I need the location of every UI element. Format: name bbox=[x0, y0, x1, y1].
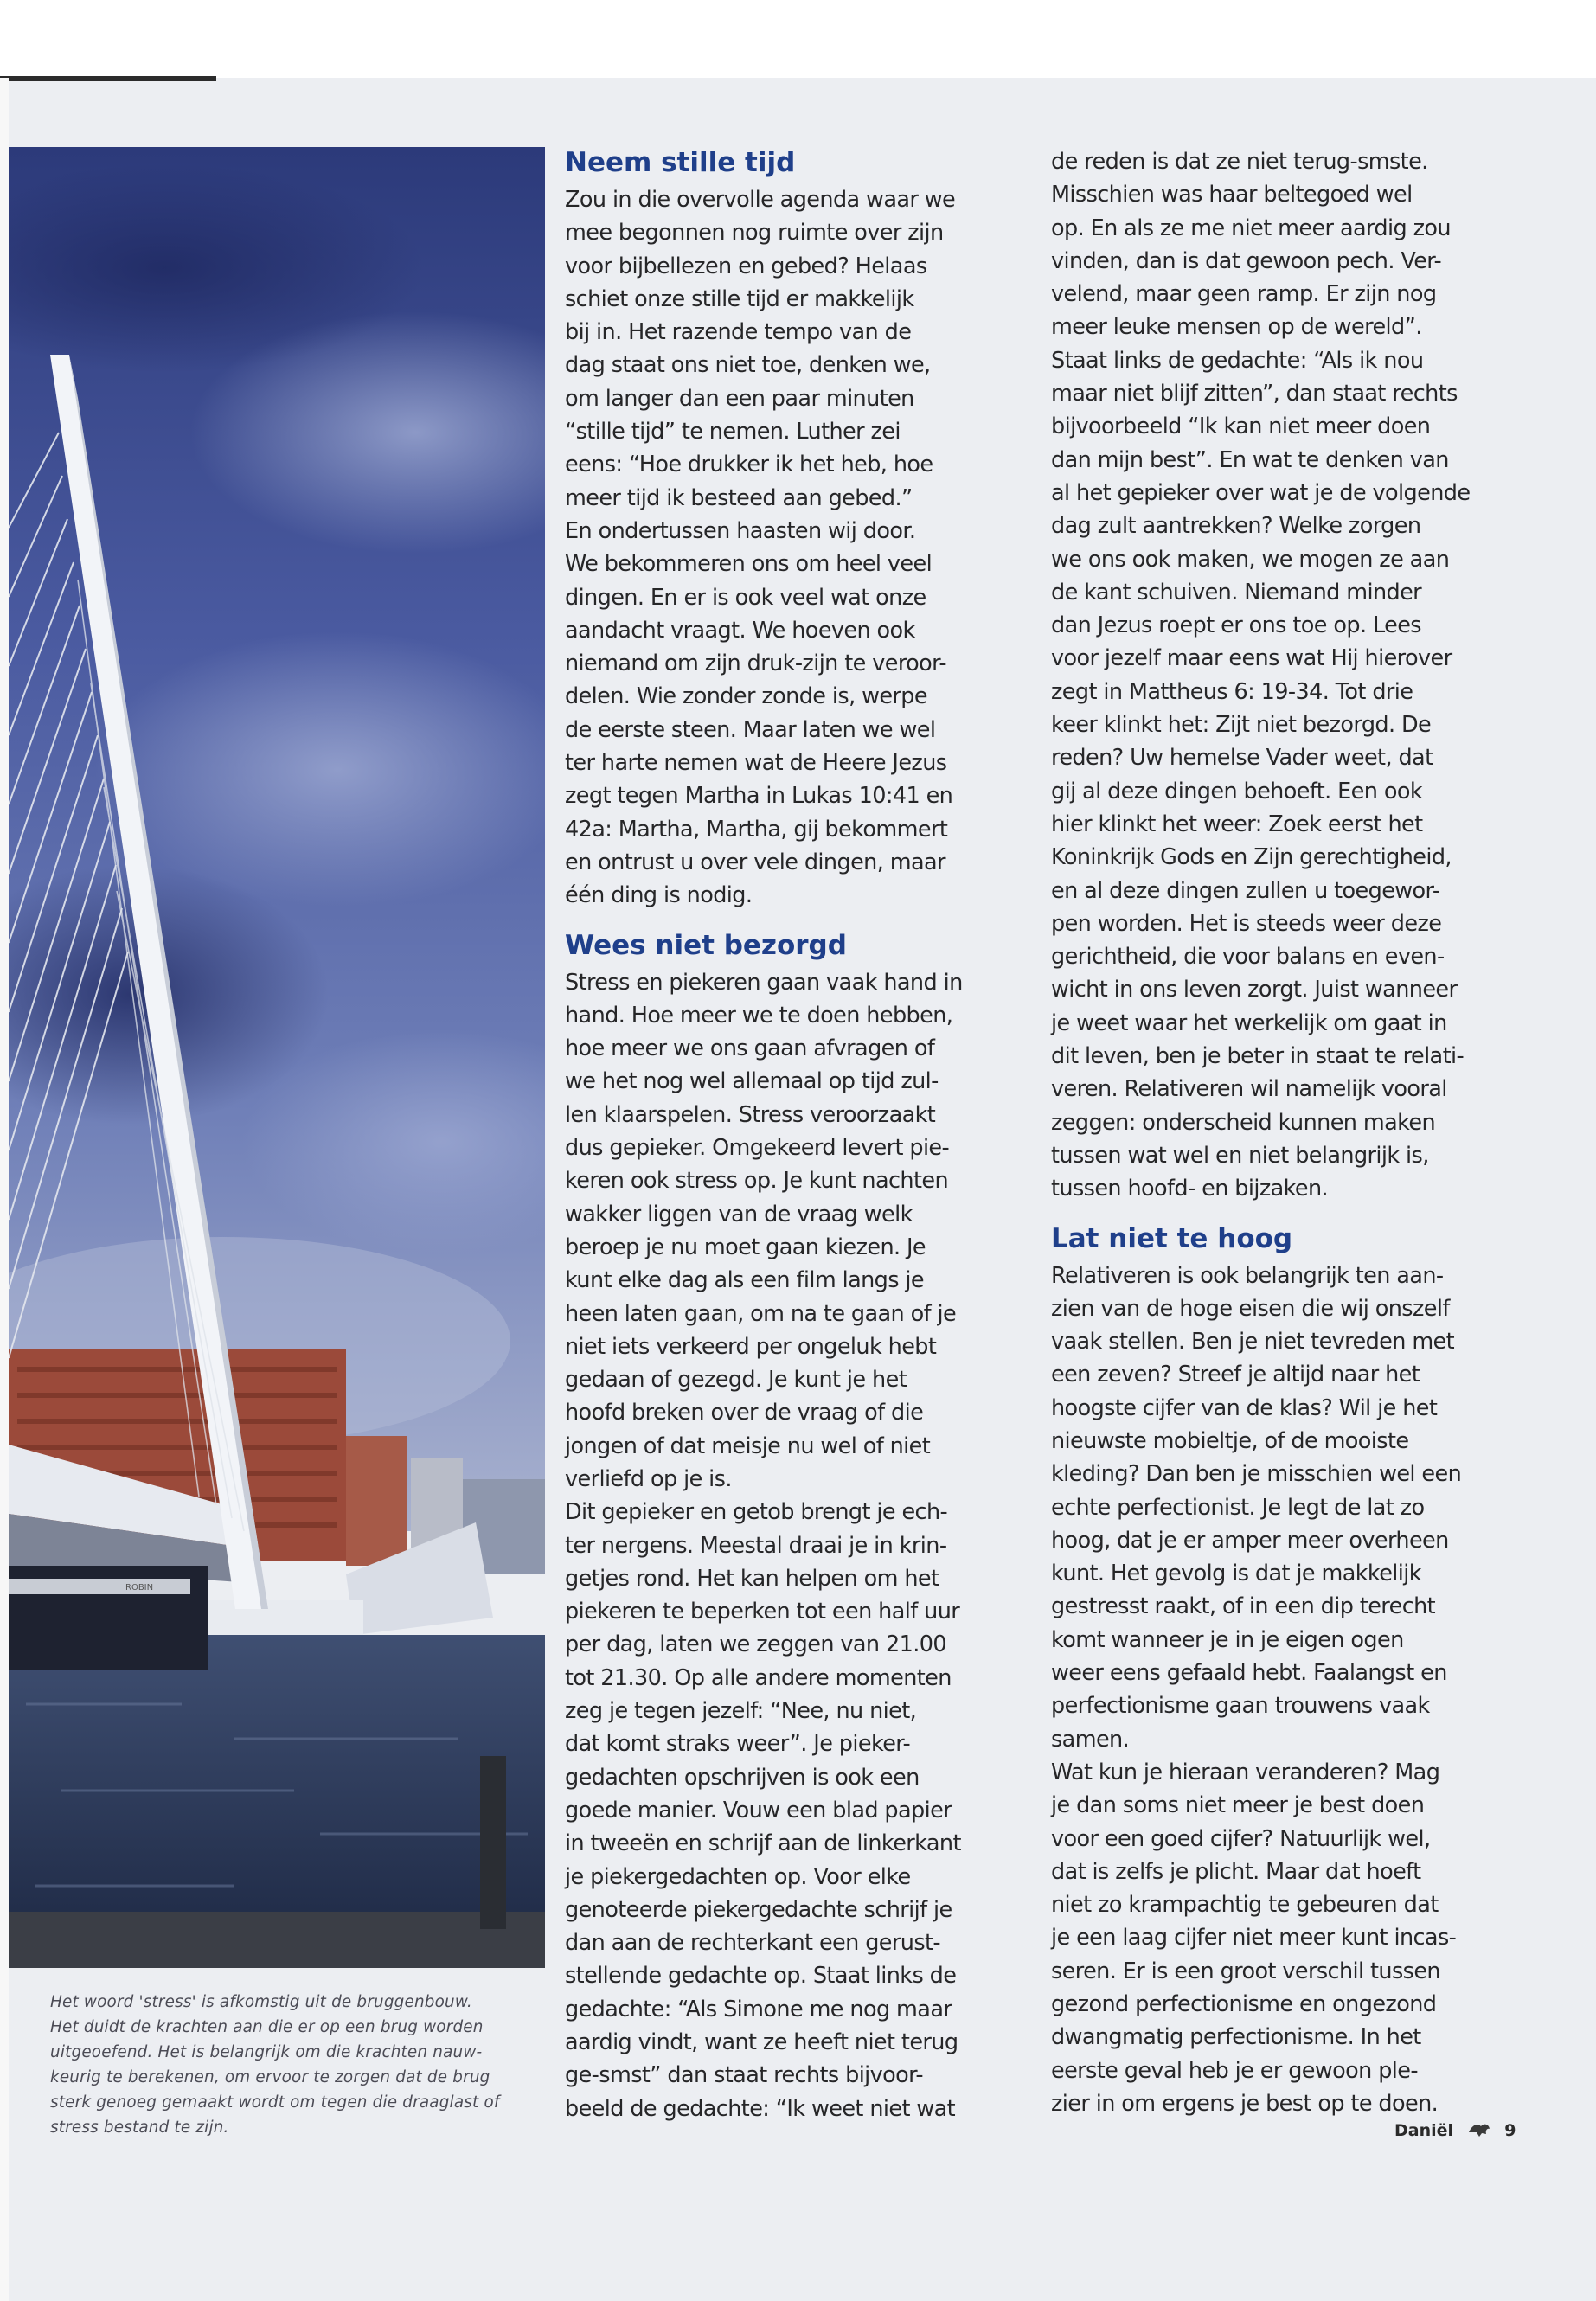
body-text-line: goede manier. Vouw een blad papier bbox=[565, 1797, 952, 1823]
body-text-line: de kant schuiven. Niemand minder bbox=[1051, 579, 1422, 606]
body-text-line: hoe meer we ons gaan afvragen of bbox=[565, 1035, 935, 1062]
body-text-line: jongen of dat meisje nu wel of niet bbox=[565, 1433, 931, 1459]
text-column-2 bbox=[1051, 145, 1488, 2120]
body-text-line: zier in om ergens je best op te doen. bbox=[1051, 2090, 1439, 2117]
body-text-line: En ondertussen haasten wij door. bbox=[565, 517, 916, 544]
body-text-line: we het nog wel allemaal op tijd zul- bbox=[565, 1068, 939, 1095]
body-text-line: de eerste steen. Maar laten we wel bbox=[565, 716, 936, 743]
body-text-line: dag staat ons niet toe, denken we, bbox=[565, 352, 931, 379]
photo-caption bbox=[50, 1990, 552, 2140]
body-text-line: len klaarspelen. Stress veroorzaakt bbox=[565, 1101, 936, 1128]
svg-text:ROBIN: ROBIN bbox=[125, 1583, 154, 1593]
section-heading: Neem stille tijd bbox=[565, 147, 796, 178]
body-text-line: de reden is dat ze niet terug-smste. bbox=[1051, 149, 1428, 175]
body-text-line: hand. Hoe meer we te doen hebben, bbox=[565, 1002, 953, 1029]
body-text-line: Relativeren is ook belangrijk ten aan- bbox=[1051, 1262, 1444, 1289]
body-text-line: bijvoorbeeld “Ik kan niet meer doen bbox=[1051, 413, 1431, 440]
body-text-line: heen laten gaan, om na te gaan of je bbox=[565, 1300, 957, 1327]
body-text-line: gedachte: “Als Simone me nog maar bbox=[565, 1996, 952, 2022]
body-text-line: dat komt straks weer”. Je pieker- bbox=[565, 1731, 911, 1758]
body-text-line: wakker liggen van de vraag welk bbox=[565, 1201, 913, 1227]
caption-line: Het duidt de krachten aan die er op een brug worden bbox=[50, 2018, 484, 2036]
page-number: 9 bbox=[1504, 2121, 1516, 2140]
body-text-line: velend, maar geen ramp. Er zijn nog bbox=[1051, 281, 1437, 308]
lion-logo-icon bbox=[1466, 2119, 1492, 2143]
body-text-line: wicht in ons leven zorgt. Juist wanneer bbox=[1051, 977, 1458, 1003]
body-text-line: keer klinkt het: Zijt niet bezorgd. De bbox=[1051, 712, 1432, 739]
body-text-line: bij in. Het razende tempo van de bbox=[565, 319, 912, 346]
section-heading: Lat niet te hoog bbox=[1051, 1222, 1293, 1254]
body-text-line: niemand om zijn druk-zijn te veroor- bbox=[565, 651, 946, 677]
body-text-line: piekeren te beperken tot een half uur bbox=[565, 1599, 960, 1625]
body-text-line: zien van de hoge eisen die wij onszelf bbox=[1051, 1295, 1450, 1322]
body-text-line: tussen hoofd- en bijzaken. bbox=[1051, 1176, 1329, 1202]
section-gap bbox=[1051, 1206, 1488, 1221]
body-text-line: niet zo krampachtig te gebeuren dat bbox=[1051, 1892, 1439, 1919]
body-text-line: je piekergedachten op. Voor elke bbox=[565, 1863, 911, 1890]
body-text-line: voor bijbellezen en gebed? Helaas bbox=[565, 253, 927, 279]
body-text-line: gedachten opschrijven is ook een bbox=[565, 1764, 920, 1791]
body-text-line: Stress en piekeren gaan vaak hand in bbox=[565, 969, 963, 996]
body-text-line: kunt. Het gevolg is dat je makkelijk bbox=[1051, 1561, 1421, 1587]
body-text-line: we ons ook maken, we mogen ze aan bbox=[1051, 546, 1450, 573]
page-footer bbox=[1394, 2119, 1516, 2143]
body-text-line: voor een goed cijfer? Natuurlijk wel, bbox=[1051, 1825, 1431, 1852]
body-text-line: kunt elke dag als een film langs je bbox=[565, 1267, 925, 1294]
body-text-line: kleding? Dan ben je misschien wel een bbox=[1051, 1461, 1462, 1488]
body-text-line: tussen wat wel en niet belangrijk is, bbox=[1051, 1142, 1429, 1169]
body-text-line: dingen. En er is ook veel wat onze bbox=[565, 584, 926, 611]
body-text-line: veren. Relativeren wil namelijk vooral bbox=[1051, 1076, 1447, 1103]
body-text-line: en al deze dingen zullen u toegewor- bbox=[1051, 877, 1440, 904]
body-text-line: dwangmatig perfectionisme. In het bbox=[1051, 2024, 1421, 2051]
body-text-line: Zou in die overvolle agenda waar we bbox=[565, 187, 956, 213]
body-text-line: je dan soms niet meer je best doen bbox=[1051, 1792, 1425, 1819]
body-text-line: seren. Er is een groot verschil tussen bbox=[1051, 1958, 1440, 1984]
body-text-line: beeld de gedachte: “Ik weet niet wat bbox=[565, 2095, 956, 2122]
body-text-line: dag zult aantrekken? Welke zorgen bbox=[1051, 513, 1421, 540]
text-column-1 bbox=[565, 145, 1002, 2125]
body-text-line: hoofd breken over de vraag of die bbox=[565, 1400, 924, 1426]
body-text-line: ter harte nemen wat de Heere Jezus bbox=[565, 750, 947, 777]
body-text-line: dat is zelfs je plicht. Maar dat hoeft bbox=[1051, 1858, 1421, 1885]
body-text-line: Wat kun je hieraan veranderen? Mag bbox=[1051, 1759, 1440, 1785]
body-text-line: zeg je tegen jezelf: “Nee, nu niet, bbox=[565, 1698, 917, 1725]
body-text-line: eerste geval heb je er gewoon ple- bbox=[1051, 2057, 1418, 2084]
body-text-line: Staat links de gedachte: “Als ik nou bbox=[1051, 347, 1424, 374]
body-text-line: genoteerde piekergedachte schrijf je bbox=[565, 1896, 952, 1923]
body-text-line: getjes rond. Het kan helpen om het bbox=[565, 1565, 939, 1592]
body-text-line: samen. bbox=[1051, 1726, 1130, 1753]
body-text-line: “stille tijd” te nemen. Luther zei bbox=[565, 419, 901, 445]
body-text-line: gestresst raakt, of in een dip terecht bbox=[1051, 1593, 1436, 1620]
body-text-line: stellende gedachte op. Staat links de bbox=[565, 1963, 957, 1990]
body-text-line: maar niet blijf zitten”, dan staat rechts bbox=[1051, 381, 1458, 407]
body-text-line: dan mijn best”. En wat te denken van bbox=[1051, 446, 1449, 473]
body-text-line: gezond perfectionisme en ongezond bbox=[1051, 1991, 1437, 2018]
body-text-line: één ding is nodig. bbox=[565, 882, 753, 909]
body-text-line: 42a: Martha, Martha, gij bekommert bbox=[565, 816, 948, 843]
top-rule bbox=[0, 76, 216, 81]
body-text-line: hier klinkt het weer: Zoek eerst het bbox=[1051, 811, 1423, 837]
caption-line: Het woord 'stress' is afkomstig uit de bruggenbouw. bbox=[50, 1993, 472, 2011]
caption-line: uitgeoefend. Het is belangrijk om die krachten nauw- bbox=[50, 2043, 483, 2061]
section-gap bbox=[565, 913, 1002, 928]
body-text-line: zegt in Mattheus 6: 19-34. Tot drie bbox=[1051, 678, 1413, 705]
body-text-line: en ontrust u over vele dingen, maar bbox=[565, 849, 945, 875]
body-text-line: meer leuke mensen op de wereld”. bbox=[1051, 314, 1422, 341]
bridge-photo bbox=[9, 147, 545, 1968]
top-margin bbox=[0, 0, 1596, 78]
page-edge bbox=[0, 78, 9, 2301]
body-text-line: gedaan of gezegd. Je kunt je het bbox=[565, 1367, 907, 1394]
body-text-line: delen. Wie zonder zonde is, werpe bbox=[565, 683, 927, 710]
body-text-line: in tweeën en schrijf aan de linkerkant bbox=[565, 1830, 961, 1857]
body-text-line: aandacht vraagt. We hoeven ook bbox=[565, 617, 915, 644]
body-text-line: dan aan de rechterkant een gerust- bbox=[565, 1930, 941, 1957]
body-text-line: verliefd op je is. bbox=[565, 1465, 732, 1492]
body-text-line: hoogste cijfer van de klas? Wil je het bbox=[1051, 1394, 1438, 1421]
body-text-line: om langer dan een paar minuten bbox=[565, 385, 914, 412]
body-text-line: je weet waar het werkelijk om gaat in bbox=[1051, 1009, 1447, 1036]
body-text-line: Dit gepieker en getob brengt je ech- bbox=[565, 1499, 948, 1526]
body-text-line: schiet onze stille tijd er makkelijk bbox=[565, 285, 914, 312]
body-text-line: gij al deze dingen behoeft. Een ook bbox=[1051, 778, 1423, 804]
body-text-line: meer tijd ik besteed aan gebed.” bbox=[565, 484, 913, 511]
body-text-line: dan Jezus roept er ons toe op. Lees bbox=[1051, 612, 1421, 639]
body-text-line: hoog, dat je er amper meer overheen bbox=[1051, 1527, 1449, 1554]
body-text-line: zegt tegen Martha in Lukas 10:41 en bbox=[565, 783, 953, 810]
body-text-line: ge-smst” dan staat rechts bijvoor- bbox=[565, 2062, 924, 2089]
body-text-line: eens: “Hoe drukker ik het heb, hoe bbox=[565, 452, 933, 478]
body-text-line: tot 21.30. Op alle andere momenten bbox=[565, 1664, 952, 1691]
body-text-line: weer eens gefaald hebt. Faalangst en bbox=[1051, 1660, 1447, 1687]
body-text-line: op. En als ze me niet meer aardig zou bbox=[1051, 215, 1451, 241]
body-text-line: Koninkrijk Gods en Zijn gerechtigheid, bbox=[1051, 844, 1452, 871]
body-text-line: nieuwste mobieltje, of de mooiste bbox=[1051, 1427, 1409, 1454]
body-text-line: pen worden. Het is steeds weer deze bbox=[1051, 910, 1442, 937]
body-text-line: komt wanneer je in je eigen ogen bbox=[1051, 1626, 1404, 1653]
body-text-line: zeggen: onderscheid kunnen maken bbox=[1051, 1109, 1436, 1136]
caption-line: sterk genoeg gemaakt wordt om tegen die draaglast of bbox=[50, 2093, 500, 2112]
body-text-line: We bekommeren ons om heel veel bbox=[565, 551, 933, 578]
magazine-name: Daniël bbox=[1394, 2121, 1454, 2140]
body-text-line: mee begonnen nog ruimte over zijn bbox=[565, 220, 944, 247]
body-text-line: keren ook stress op. Je kunt nachten bbox=[565, 1168, 949, 1195]
body-text-line: aardig vindt, want ze heeft niet terug bbox=[565, 2029, 958, 2056]
body-text-line: dit leven, ben je beter in staat te relati- bbox=[1051, 1043, 1465, 1070]
body-text-line: dus gepieker. Omgekeerd levert pie- bbox=[565, 1135, 950, 1162]
body-text-line: ter nergens. Meestal draai je in krin- bbox=[565, 1532, 947, 1559]
section-heading: Wees niet bezorgd bbox=[565, 929, 847, 961]
body-text-line: je een laag cijfer niet meer kunt incas- bbox=[1051, 1925, 1457, 1952]
body-text-line: echte perfectionist. Je legt de lat zo bbox=[1051, 1494, 1425, 1521]
body-text-line: vaak stellen. Ben je niet tevreden met bbox=[1051, 1329, 1455, 1356]
body-text-line: een zeven? Streef je altijd naar het bbox=[1051, 1362, 1420, 1388]
body-text-line: voor jezelf maar eens wat Hij hierover bbox=[1051, 645, 1452, 672]
body-text-line: beroep je nu moet gaan kiezen. Je bbox=[565, 1234, 926, 1260]
body-text-line: Misschien was haar beltegoed wel bbox=[1051, 182, 1413, 208]
body-text-line: per dag, laten we zeggen van 21.00 bbox=[565, 1631, 946, 1658]
caption-line: stress bestand te zijn. bbox=[50, 2118, 229, 2137]
body-text-line: al het gepieker over wat je de volgende bbox=[1051, 479, 1471, 506]
body-text-line: reden? Uw hemelse Vader weet, dat bbox=[1051, 745, 1433, 772]
body-text-line: gerichtheid, die voor balans en even- bbox=[1051, 944, 1445, 971]
body-text-line: vinden, dan is dat gewoon pech. Ver- bbox=[1051, 247, 1442, 274]
body-text-line: perfectionisme gaan trouwens vaak bbox=[1051, 1693, 1430, 1720]
body-text-line: niet iets verkeerd per ongeluk hebt bbox=[565, 1333, 937, 1360]
caption-line: keurig te berekenen, om ervoor te zorgen dat de brug bbox=[50, 2068, 490, 2086]
